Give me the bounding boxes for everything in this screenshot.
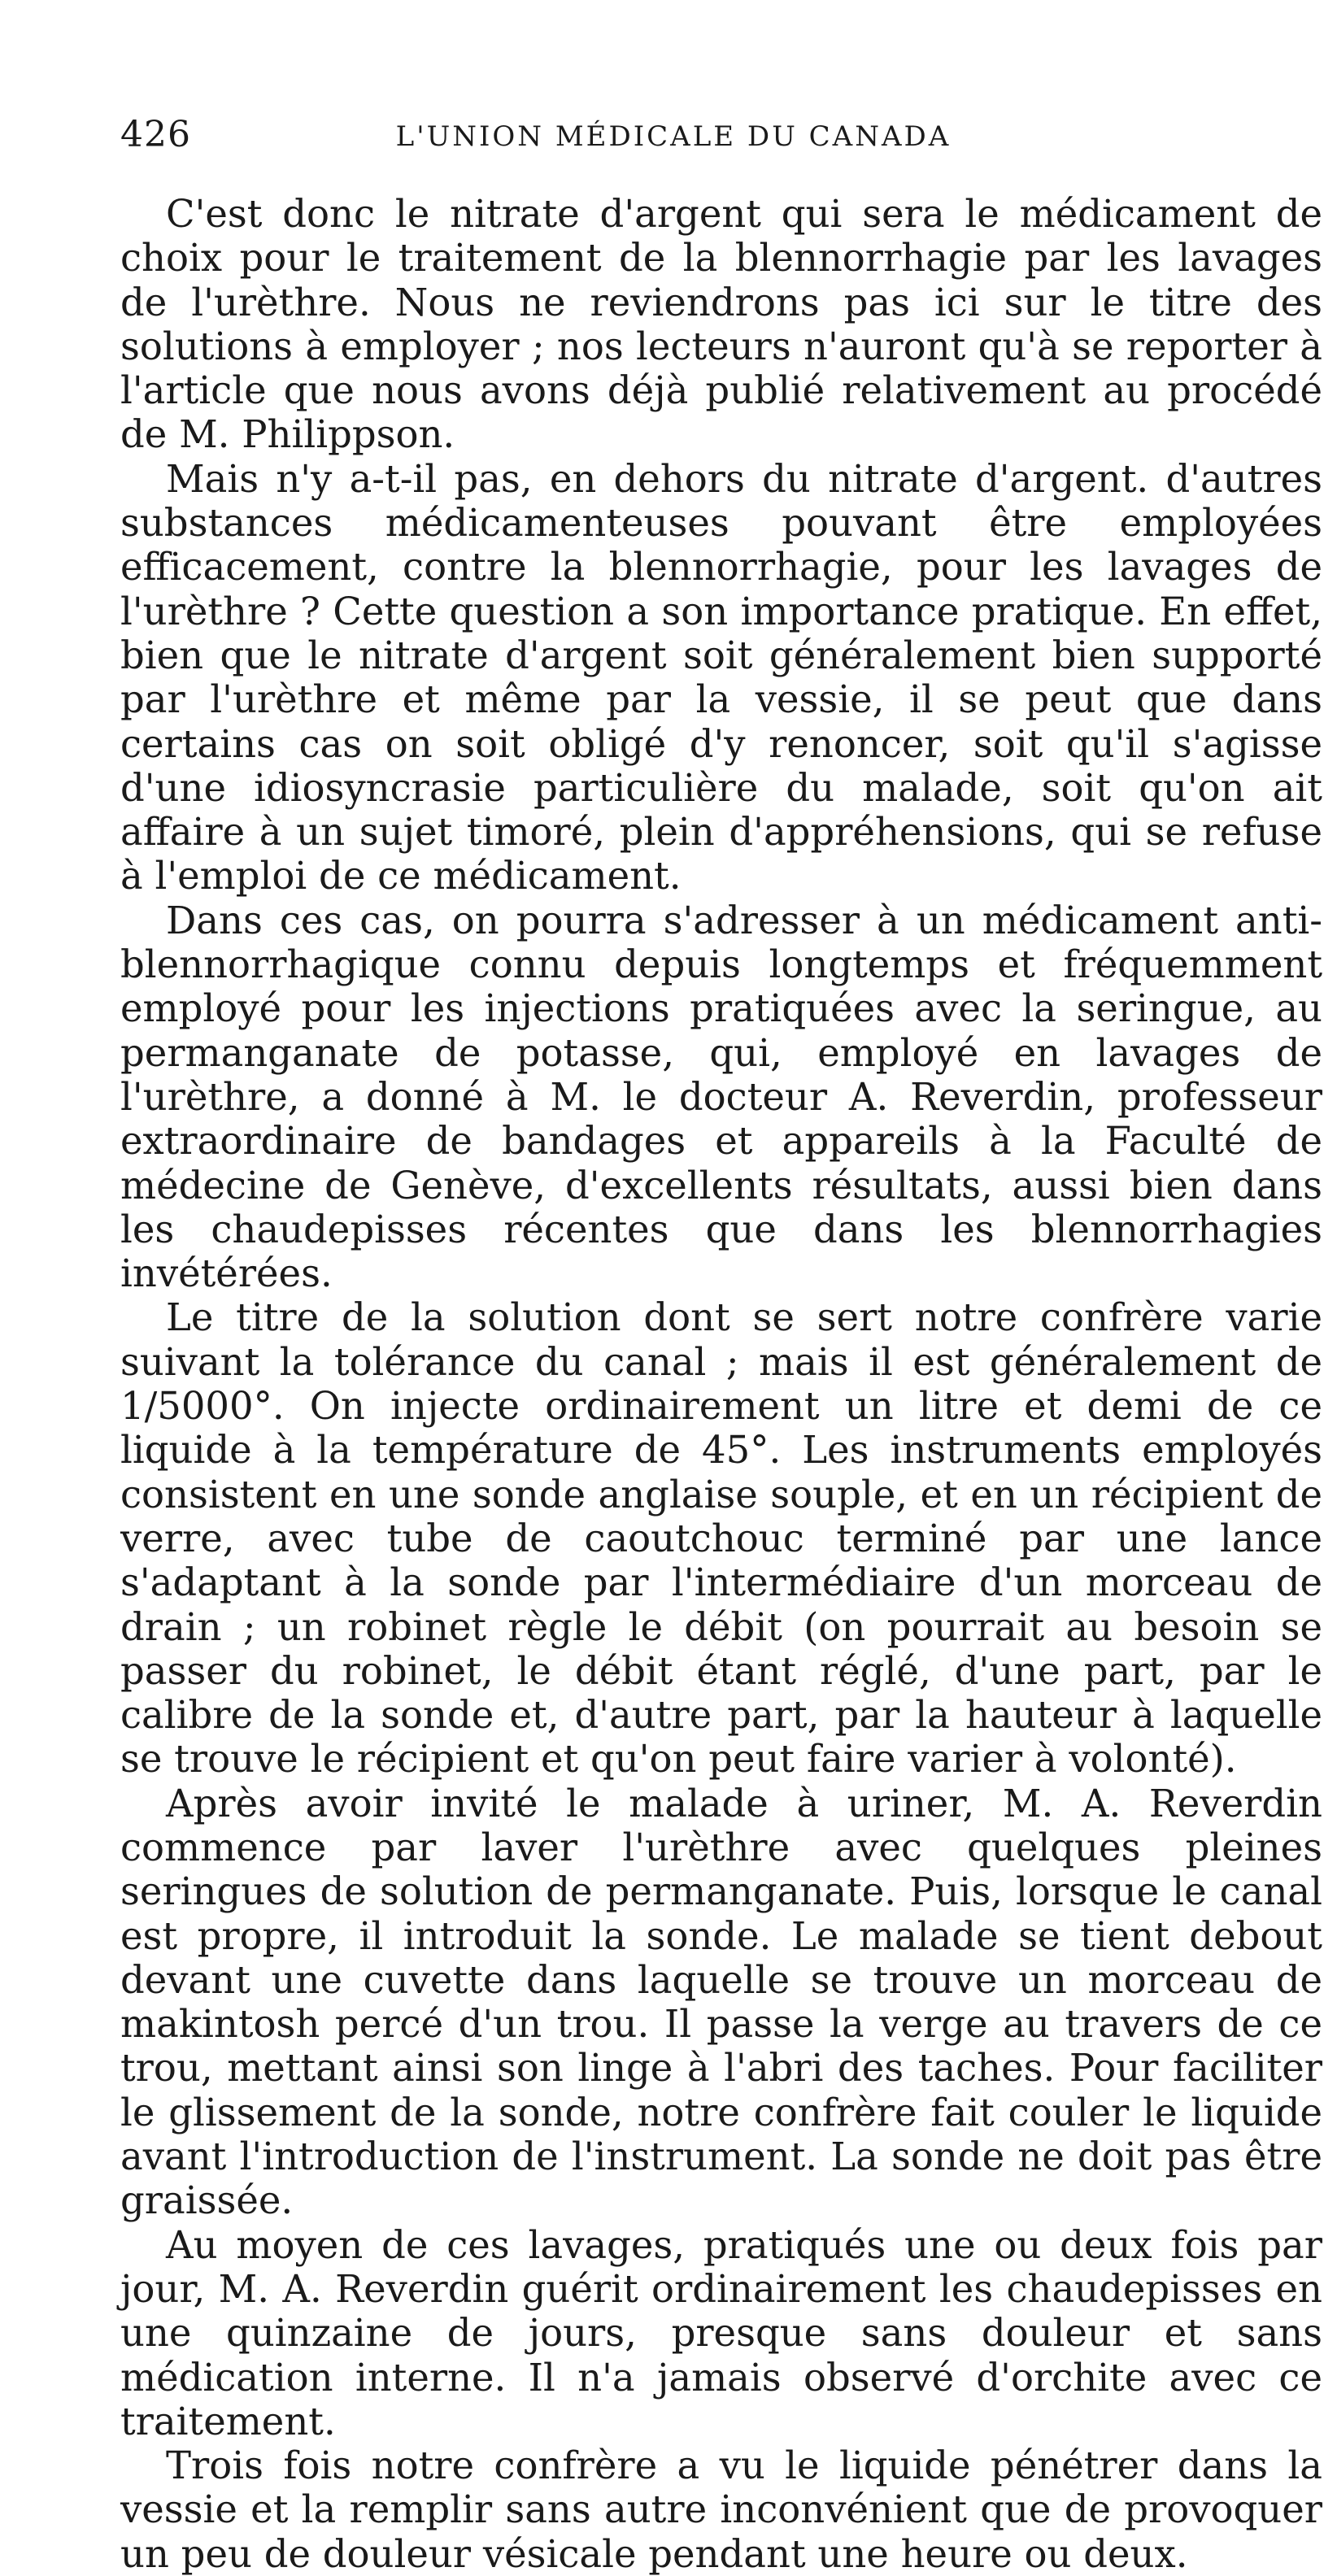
paragraph-solution-titre: Le titre de la solution dont se sert notre confrère varie suivant la tolérance du canal ; mais il est généralement de 1/5000°. On injecte ordinairement un litre et demi de ce liquide à la température de 45°. Les instruments employés consistent en une sonde anglaise souple, et en un récipient de verre, avec tube de caoutchouc terminé par une lance s'adaptant à la sonde par l'intermédiaire d'un morceau de drain ; un robinet règle le débit (on pourrait au besoin se passer du robinet, le débit étant réglé, d'une part, par le calibre de la sonde et, d'autre part, par la hauteur à laquelle se trouve le récipient et qu'on peut faire varier à volonté). — [120, 1295, 1322, 1782]
article-body — [120, 192, 1322, 2576]
page-header — [120, 114, 1275, 163]
paragraph-procedure: Après avoir invité le malade à uriner, M. A. Reverdin commence par laver l'urèthre avec quelques pleines seringues de solution de permanganate. Puis, lorsque le canal est propre, il introduit la sonde. Le malade se tient debout devant une cuvette dans laquelle se trouve un morceau de makintosh percé d'un trou. Il passe la verge au travers de ce trou, mettant ainsi son linge à l'abri des taches. Pour faciliter le glissement de la sonde, notre confrère fait couler le liquide avant l'introduction de l'instrument. La sonde ne doit pas être graissée. — [120, 1781, 1322, 2223]
paragraph-results: Au moyen de ces lavages, pratiqués une ou deux fois par jour, M. A. Reverdin guérit ordinairement les chaudepisses en une quinzaine de jours, presque sans douleur et sans médication interne. Il n'a jamais observé d'orchite avec ce traitement. — [120, 2222, 1322, 2443]
paragraph-bladder: Trois fois notre confrère a vu le liquide pénétrer dans la vessie et la remplir sans autre inconvénient que de provoquer un peu de douleur vésicale pendant une heure ou deux. — [120, 2443, 1322, 2576]
page-number: 426 — [120, 114, 191, 155]
paragraph-permanganate: Dans ces cas, on pourra s'adresser à un médicament anti-blennorrhagique connu depuis longtemps et fréquemment employé pour les injections pratiquées avec la seringue, au permanganate de potasse, qui, employé en lavages de l'urèthre, a donné à M. le docteur A. Reverdin, professeur extraordinaire de bandages et appareils à la Faculté de médecine de Genève, d'excellents résultats, aussi bien dans les chaudepisses récentes que dans les blennorrhagies invétérées. — [120, 898, 1322, 1296]
running-title: L'UNION MÉDICALE DU CANADA — [395, 120, 952, 153]
paragraph-other-substances: Mais n'y a-t-il pas, en dehors du nitrate d'argent. d'autres substances médicamenteuses pouvant être employées efficacement, contre la blennorrhagie, pour les lavages de l'urèthre ? Cette question a son importance pratique. En effet, bien que le nitrate d'argent soit généralement bien supporté par l'urèthre et même par la vessie, il se peut que dans certains cas on soit obligé d'y renoncer, soit qu'il s'agisse d'une idiosyncrasie particulière du malade, soit qu'on ait affaire à un sujet timoré, plein d'appréhensions, qui se refuse à l'emploi de ce médicament. — [120, 456, 1322, 899]
paragraph-nitrate-choice: C'est donc le nitrate d'argent qui sera le médicament de choix pour le traitement de la blennorrhagie par les lavages de l'urèthre. Nous ne reviendrons pas ici sur le titre des solutions à employer ; nos lecteurs n'auront qu'à se reporter à l'article que nous avons déjà publié relativement au procédé de M. Philippson. — [120, 192, 1322, 457]
